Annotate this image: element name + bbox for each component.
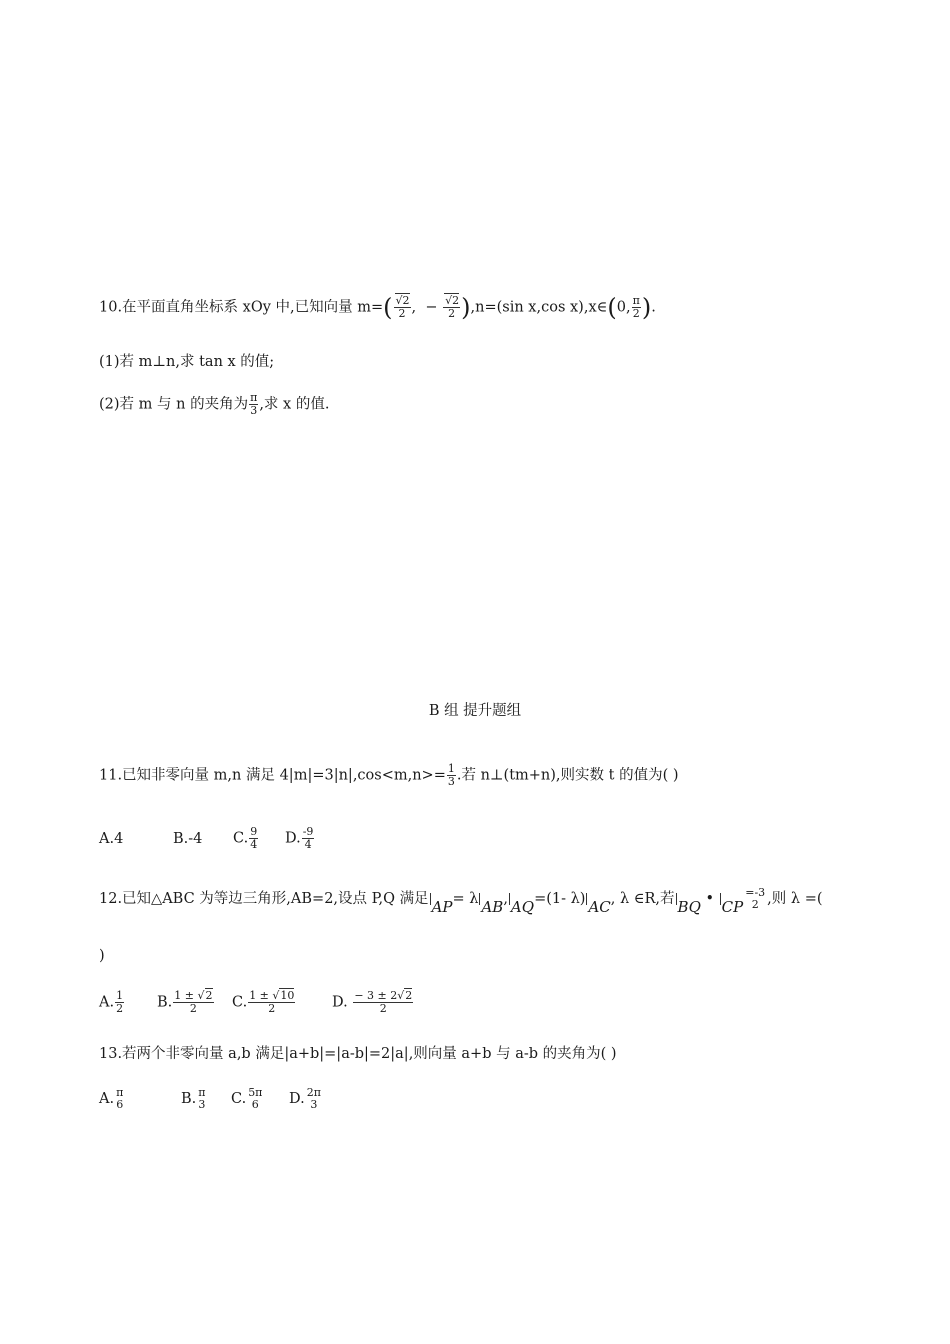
vector-ap: AP xyxy=(431,898,453,916)
q13-option-d[interactable]: D. 2π 3 xyxy=(289,1086,321,1111)
q11-option-a[interactable]: A.4 xyxy=(99,830,124,847)
paren-close: ) xyxy=(461,293,471,322)
q12-option-d[interactable]: D. $\frac{- 3 \pm 2√2}{2}$ xyxy=(332,989,413,1015)
q10-prefix: 10.在平面直角坐标系 xOy 中,已知向量 m= xyxy=(99,299,384,316)
q13-option-b[interactable]: B. π 3 xyxy=(181,1086,206,1111)
q13-option-a[interactable]: A. π 6 xyxy=(99,1086,124,1111)
question-11: 11.已知非零向量 m,n 满足 4|m|=3|n|,cos<m,n>= $\frac{1}{3}$ .若 n⊥(tm+n),则实数 t 的值为( ) xyxy=(99,762,679,788)
q10-pi-half: $\frac{\pi}{2}$ xyxy=(632,294,640,320)
q12-close-paren: ) xyxy=(99,948,105,964)
vector-aq: AQ xyxy=(510,898,535,916)
q13-options xyxy=(99,1087,323,1111)
q12-option-c[interactable]: C. $\frac{1 \pm √10}{2}$ xyxy=(232,989,295,1015)
q10-part1: (1)若 m⊥n,求 tan x 的值; xyxy=(99,354,275,370)
q10-m-y-fraction: $\frac{√2}{2}$ xyxy=(445,294,460,320)
q12-options xyxy=(99,990,414,1015)
q11-options xyxy=(99,826,315,851)
vector-ab: AB xyxy=(481,898,504,916)
q10-pi-third: $\frac{\pi}{3}$ xyxy=(250,391,258,417)
paren-open: ( xyxy=(383,293,393,322)
q13-option-c[interactable]: C. 5π 6 xyxy=(231,1086,263,1111)
q11-option-c[interactable]: C. $\frac{9}{4}$ xyxy=(233,825,258,851)
dot-product-symbol: • xyxy=(705,891,715,907)
vector-bq: BQ xyxy=(677,898,701,916)
vector-cp: CP xyxy=(721,898,744,916)
q10-mid: ,n=(sin x,cos x),x∈ xyxy=(470,299,608,316)
q10-m-x-fraction: $\frac{√2}{2}$ xyxy=(395,294,410,320)
q11-fraction: $\frac{1}{3}$ xyxy=(447,762,455,788)
q11-option-b[interactable]: B.-4 xyxy=(173,830,203,847)
q10-part2: (2)若 m 与 n 的夹角为 $\frac{\pi}{3}$ ,求 x 的值. xyxy=(99,391,330,417)
question-10: 10.在平面直角坐标系 xOy 中,已知向量 m=( $\frac{√2}{2}$ , − $\frac{√2}{2}$ ),n=(sin x,cos x),x∈(0, $\frac{\pi}{2}$ ). xyxy=(99,293,656,322)
question-13: 13.若两个非零向量 a,b 满足|a+b|=|a-b|=2|a|,则向量 a+b 与 a-b 的夹角为( ) xyxy=(99,1046,617,1062)
q12-option-a[interactable]: A. $\frac{1}{2}$ xyxy=(99,989,124,1015)
q11-option-d[interactable]: D. $\frac{-9}{4}$ xyxy=(285,825,314,851)
question-12: 12.已知△ABC 为等边三角形,AB=2,设点 P,Q 满足 AP= λ AB, AQ=(1- λ) AC, λ ∈R,若 BQ • CP =-3 2 ,则 λ =( xyxy=(99,886,823,916)
vector-ac: AC xyxy=(588,898,611,916)
section-b-title: B 组 提升题组 xyxy=(428,703,522,719)
q12-value-fraction: =-3 2 xyxy=(745,886,766,911)
q12-option-b[interactable]: B. $\frac{1 \pm √2}{2}$ xyxy=(157,989,213,1015)
